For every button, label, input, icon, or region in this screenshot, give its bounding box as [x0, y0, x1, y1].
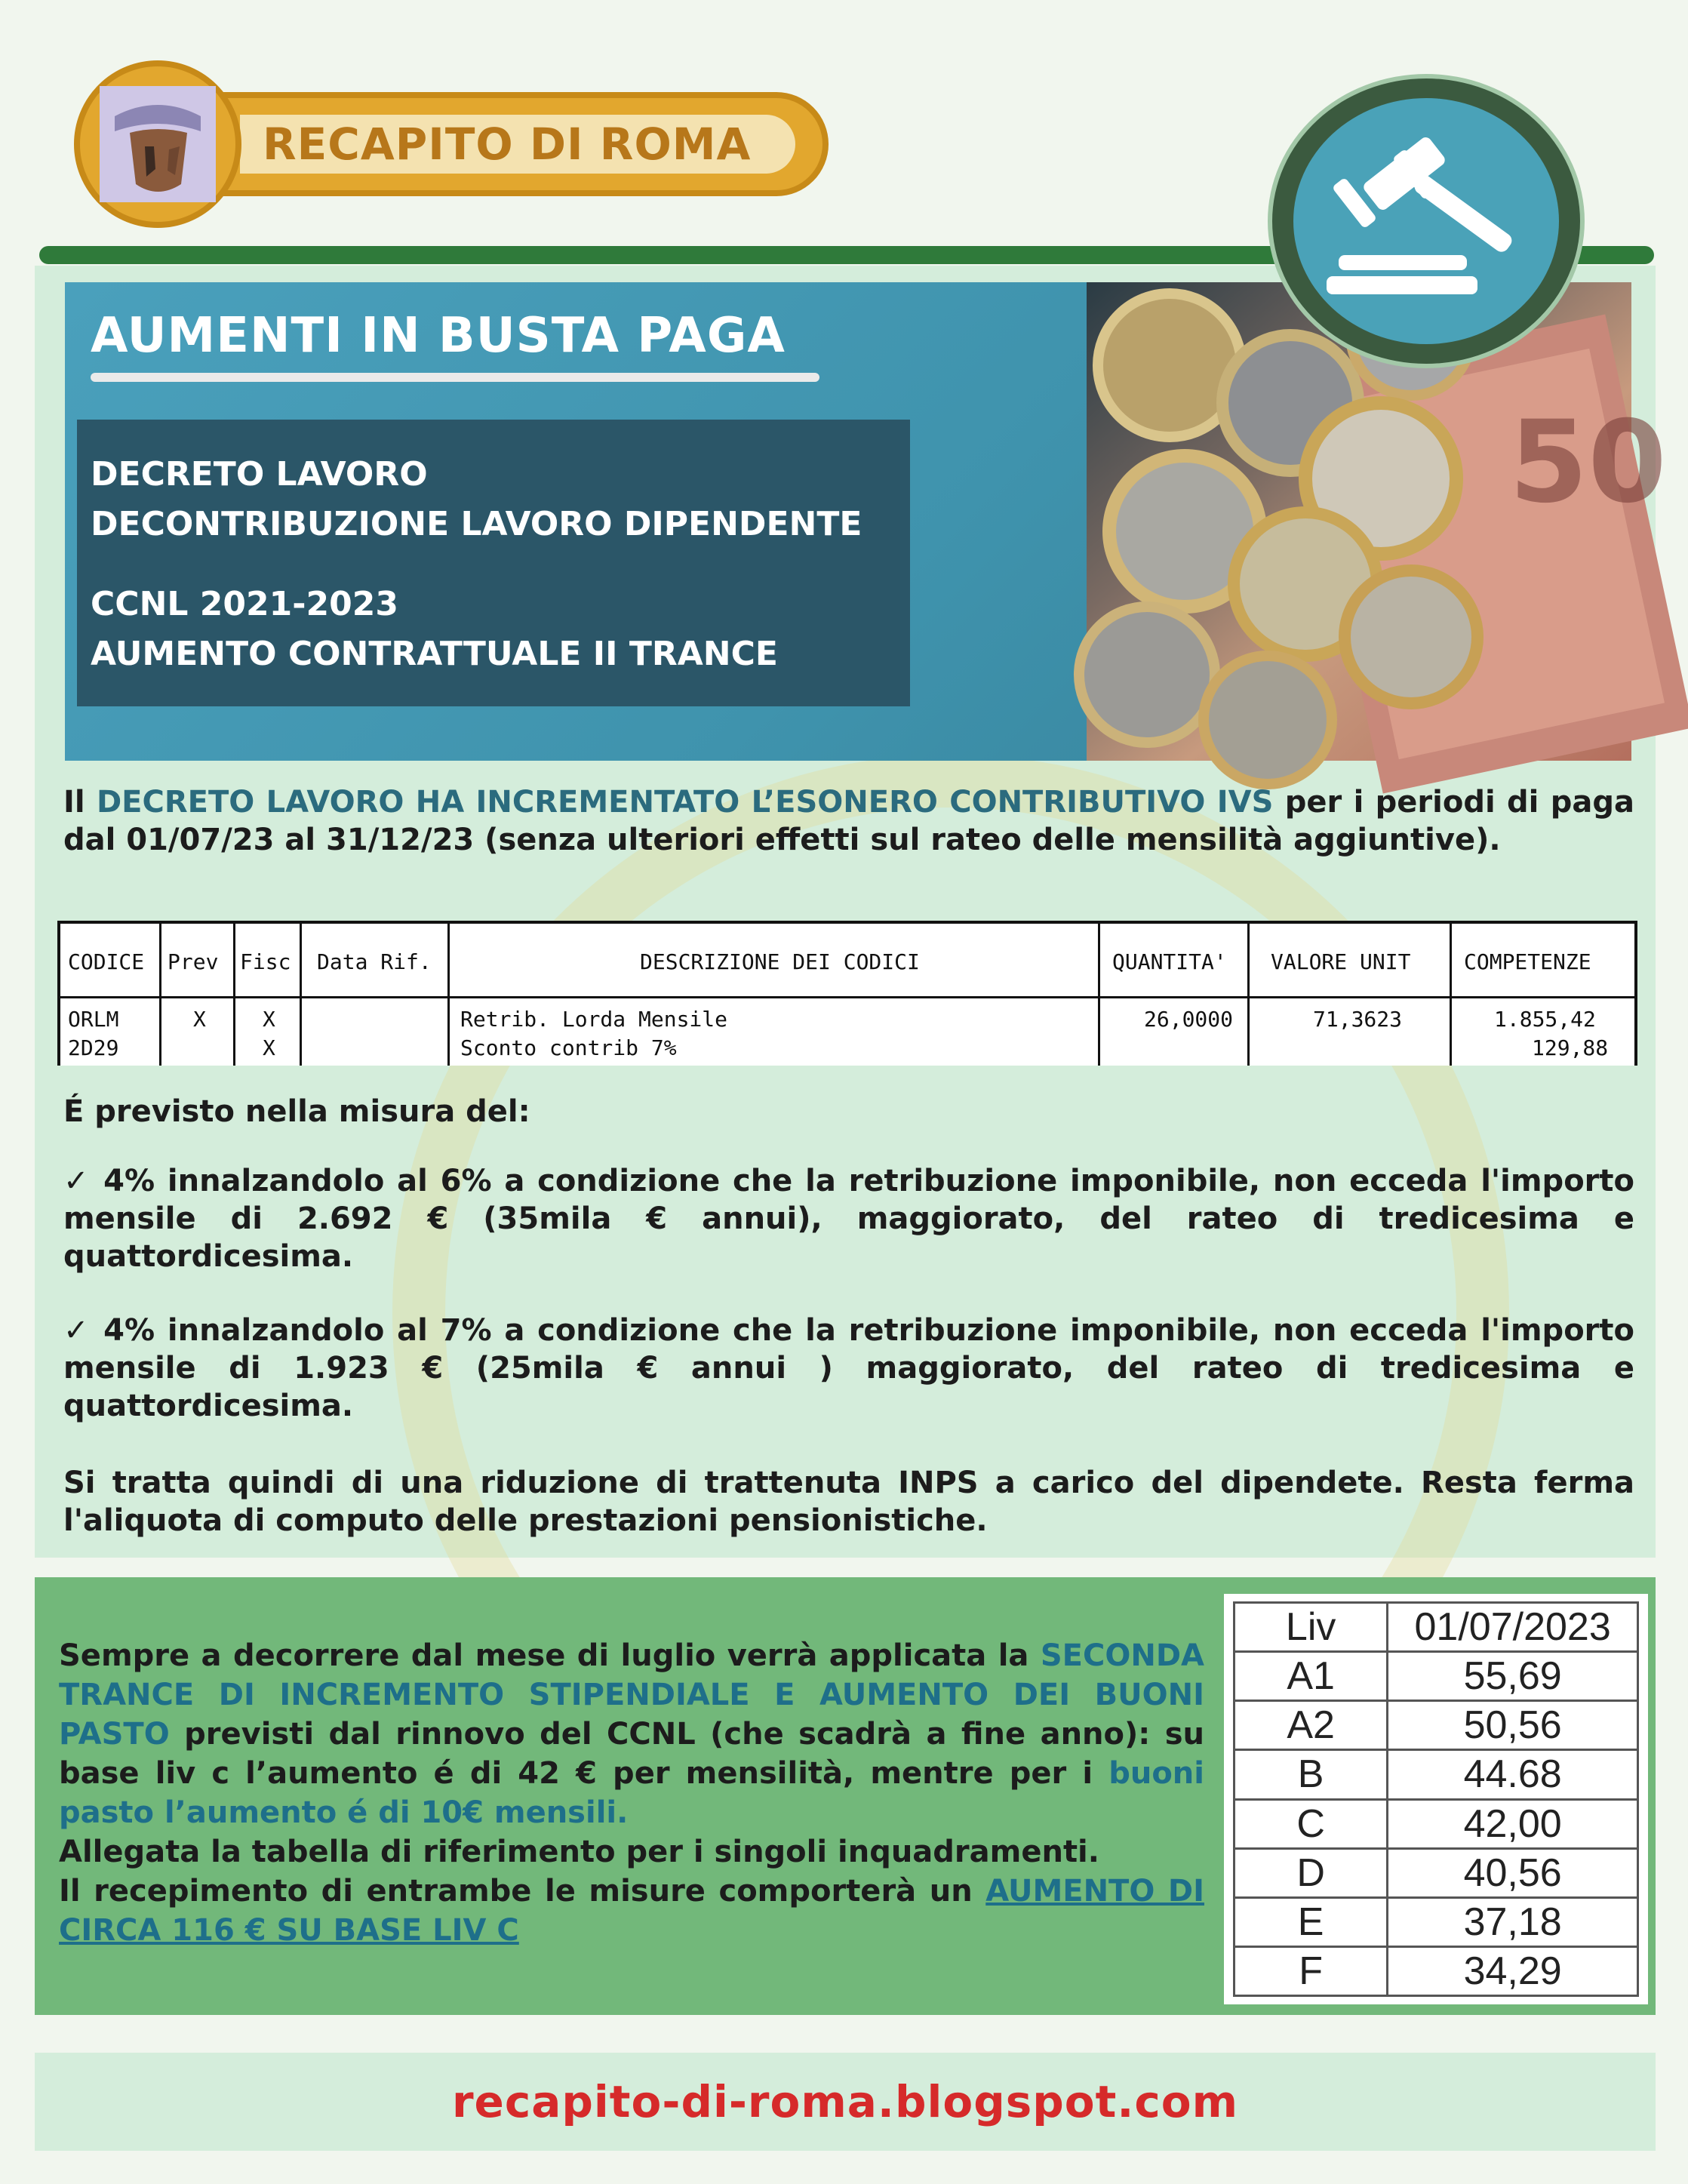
payslip-header: QUANTITA' — [1112, 949, 1227, 974]
logo-bar — [210, 92, 829, 196]
condition-point: ✓ 4% innalzandolo al 6% a condizione che la retribuzione imponibile, non ecceda l'importo mensile di 2.692 € (35mila € annui), maggiorato, del rateo di tredicesima e quattordicesima. — [63, 1164, 1634, 1274]
level-cell: B — [1234, 1750, 1388, 1799]
table-row — [1234, 1897, 1638, 1946]
banner-line: DECRETO LAVORO — [91, 455, 428, 494]
payslip-excerpt — [57, 921, 1637, 1066]
payslip-header: Data Rif. — [317, 949, 432, 974]
ccnl-paragraph — [59, 1636, 1204, 1950]
banner-line: DECONTRIBUZIONE LAVORO DIPENDENTE — [91, 505, 862, 543]
logo-title: RECAPITO DI ROMA — [263, 118, 752, 170]
level-increase-table — [1224, 1594, 1648, 2004]
total-increase-note: AUMENTO DI CIRCA 116 € SU BASE LIV C — [59, 1874, 1204, 1948]
site-logo — [74, 60, 829, 228]
ccnl-highlight: SECONDA TRANCE DI INCREMENTO STIPENDIALE E AUMENTO DEI BUONI PASTO — [59, 1638, 1204, 1752]
level-cell: A1 — [1234, 1652, 1388, 1701]
payslip-cell: 26,0000 — [1144, 1007, 1234, 1032]
payslip-cell: Sconto contrib 7% — [460, 1035, 677, 1060]
table-row — [1234, 1750, 1638, 1799]
payslip-cell: ORLM — [68, 1007, 119, 1032]
banner-title: AUMENTI IN BUSTA PAGA — [91, 308, 786, 364]
gavel-icon — [1293, 98, 1559, 344]
payslip-cell: X — [193, 1007, 206, 1032]
level-cell: E — [1234, 1897, 1388, 1946]
ccnl-text: Allegata la tabella di riferimento per i singoli inquadramenti. — [59, 1835, 1099, 1869]
value-cell: 55,69 — [1388, 1652, 1638, 1701]
banner-underline — [91, 373, 819, 382]
payslip-cell: 1.855,42 — [1494, 1007, 1596, 1032]
value-cell: 50,56 — [1388, 1701, 1638, 1750]
level-cell: D — [1234, 1848, 1388, 1897]
payslip-header: COMPETENZE — [1464, 949, 1591, 974]
payslip-cell: X — [263, 1007, 275, 1032]
value-cell: 34,29 — [1388, 1946, 1638, 1995]
payslip-cell: 2D29 — [68, 1035, 119, 1060]
logo-emblem — [74, 60, 241, 228]
table-header-row — [1234, 1603, 1638, 1652]
payslip-header: VALORE UNIT — [1271, 949, 1411, 974]
table-row — [1234, 1799, 1638, 1848]
meal-voucher-highlight: buoni pasto l’aumento é di 10€ mensili. — [59, 1756, 1204, 1830]
level-cell: F — [1234, 1946, 1388, 1995]
gavel-badge — [1238, 74, 1616, 368]
banner-line: CCNL 2021-2023 — [91, 585, 398, 623]
payslip-cell: X — [263, 1035, 275, 1060]
payslip-cell: Retrib. Lorda Mensile — [460, 1007, 728, 1032]
payslip-header: DESCRIZIONE DEI CODICI — [640, 949, 920, 974]
svg-text:50: 50 — [1509, 397, 1667, 528]
banner-line: AUMENTO CONTRATTUALE II TRANCE — [91, 635, 778, 673]
value-cell: 42,00 — [1388, 1799, 1638, 1848]
payslip-header: Fisc — [240, 949, 291, 974]
lead-text: É previsto nella misura del: — [63, 1094, 530, 1129]
blog-url-link[interactable]: recapito-di-roma.blogspot.com — [451, 2076, 1239, 2127]
footer — [35, 2053, 1656, 2151]
level-cell: C — [1234, 1799, 1388, 1848]
ccnl-text: Il recepimento di entrambe le misure comporterà un — [59, 1874, 986, 1909]
conclusion-text: Si tratta quindi di una riduzione di trattenuta INPS a carico del dipendete. Resta ferma l'aliquota di computo delle prestazioni pensionistiche. — [63, 1466, 1634, 1538]
value-cell: 44.68 — [1388, 1750, 1638, 1799]
payslip-header: Prev — [168, 949, 219, 974]
condition-point: ✓ 4% innalzandolo al 7% a condizione che la retribuzione imponibile, non ecceda l'importo mensile di 1.923 € (25mila € annui ) maggiorato, del rateo di tredicesima e quattordicesima. — [63, 1313, 1634, 1423]
ccnl-text: previsti dal rinnovo del CCNL (che scadrà a fine anno): su base liv c l’aumento é di 42 € per mensilità, mentre per i — [59, 1717, 1204, 1791]
intro-suffix: per i periodi di paga dal 01/07/23 al 31/12/23 (senza ulteriori effetti sul rateo delle mensilità aggiuntive). — [63, 785, 1634, 857]
face-icon — [100, 86, 216, 202]
ccnl-text: Sempre a decorrere dal mese di luglio verrà applicata la — [59, 1638, 1041, 1673]
table-header: 01/07/2023 — [1388, 1603, 1638, 1652]
table-row — [1234, 1946, 1638, 1995]
intro-prefix: Il — [63, 785, 97, 820]
payslip-header: CODICE — [68, 949, 145, 974]
level-cell: A2 — [1234, 1701, 1388, 1750]
intro-highlight: DECRETO LAVORO HA INCREMENTATO L’ESONERO CONTRIBUTIVO IVS — [96, 785, 1274, 820]
banner-subtitle-box — [77, 420, 910, 706]
table-row — [1234, 1652, 1638, 1701]
payslip-cell: 71,3623 — [1313, 1007, 1403, 1032]
intro-paragraph — [63, 783, 1634, 859]
value-cell: 37,18 — [1388, 1897, 1638, 1946]
table-row — [1234, 1701, 1638, 1750]
payslip-cell: 129,88 — [1532, 1035, 1609, 1060]
table-row — [1234, 1848, 1638, 1897]
table-header: Liv — [1234, 1603, 1388, 1652]
value-cell: 40,56 — [1388, 1848, 1638, 1897]
